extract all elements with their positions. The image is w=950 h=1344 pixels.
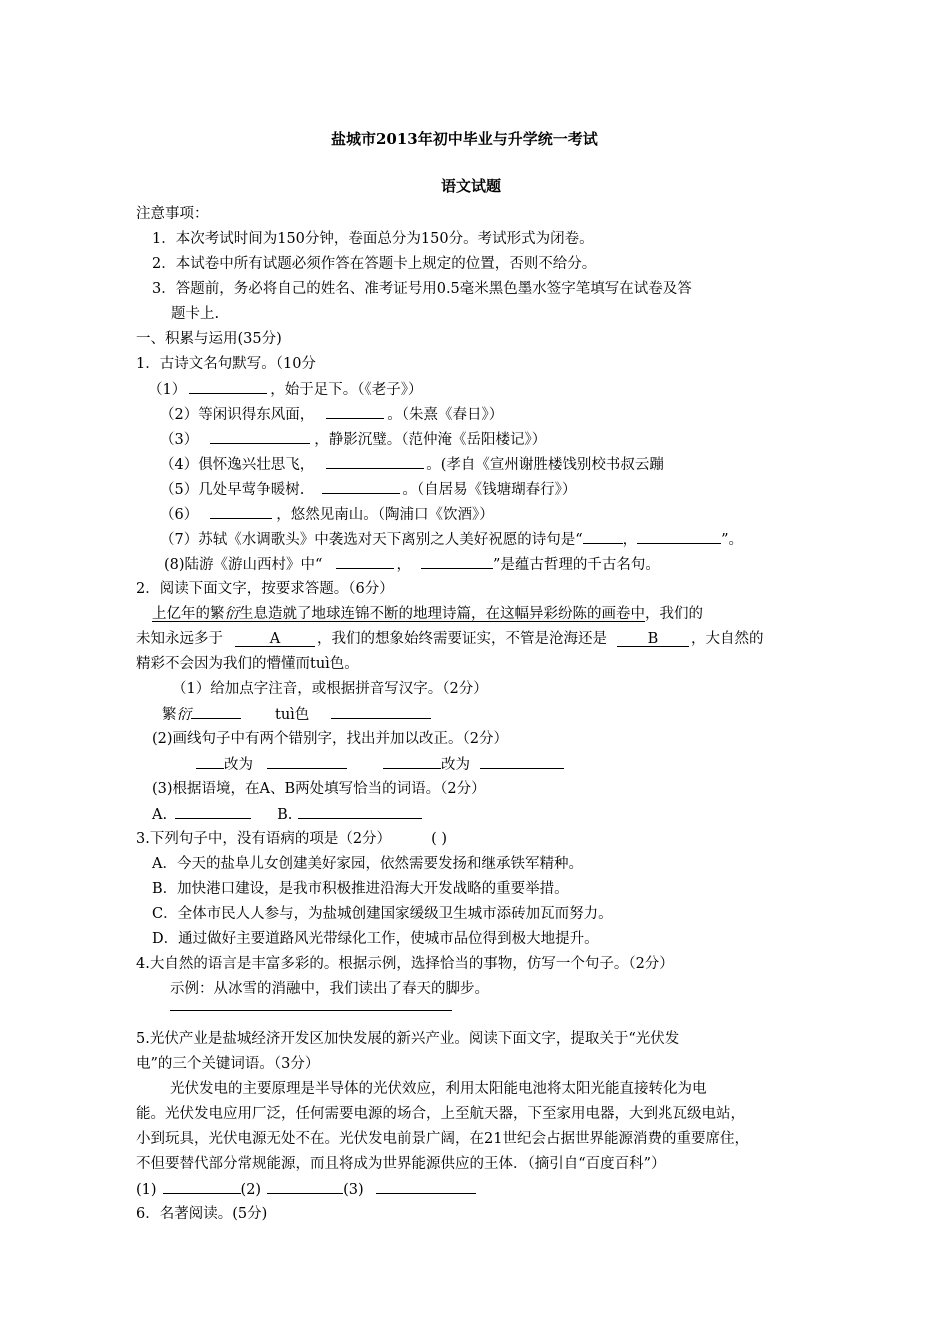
q1-text: （2）等闲识得东风面， xyxy=(160,407,315,423)
dotted-char: 衍 xyxy=(224,606,239,622)
q1-text: ， xyxy=(622,532,638,548)
answer-label: 改为 xyxy=(224,757,253,773)
q1-text: （4）俱怀逸兴壮思飞， xyxy=(160,457,315,473)
q1-text: （5）几处早莺争暖树. xyxy=(160,482,305,498)
answer-blank[interactable] xyxy=(175,804,251,819)
q1-line xyxy=(160,429,546,450)
q5-passage: 光伏发电的主要原理是半导体的光伏效应，利用太阳能电池将太阳光能直接转化为电 xyxy=(170,1081,707,1097)
dotted-char: 衍 xyxy=(176,707,191,723)
notice-item: 3．答题前，务必将自己的姓名、准考证号用0.5毫米黑色墨水签字笔填写在试卷及答 xyxy=(152,281,692,297)
q1-text: 。（自居易《钱塘瑚春行》） xyxy=(402,482,577,498)
underlined-text: 上亿年的繁 xyxy=(152,606,225,622)
q1-text: ，始于足下。（《老子》） xyxy=(270,382,423,398)
section-heading: 一、积累与运用(35分) xyxy=(136,331,282,347)
q5-stem: 电”的三个关键词语。（3分） xyxy=(136,1056,320,1072)
answer-blank[interactable] xyxy=(298,804,422,819)
answer-blank[interactable] xyxy=(322,479,400,494)
q4-example: 示例：从冰雪的消融中，我们读出了春天的脚步。 xyxy=(170,981,489,997)
answer-blank[interactable] xyxy=(210,504,272,519)
answer-blank[interactable] xyxy=(326,454,424,469)
underlined-text: 生息造就了地球连锦不断的地理诗篇，在这幅异彩纷陈的画卷中 xyxy=(239,606,645,622)
q1-line xyxy=(160,454,664,475)
q5-passage: 能。光伏发电应用厂泛，任何需要电源的场合，上至航天器，下至家用电器，大到兆瓦级电站， xyxy=(136,1106,745,1122)
answer-blank[interactable] xyxy=(637,529,721,544)
answer-blank[interactable] xyxy=(480,754,564,769)
answer-label: (3) xyxy=(343,1182,364,1198)
q1-text: ，静影沉璧。（范仲淹《岳阳楼记》） xyxy=(314,432,547,448)
q1-text: 。(孝自《宣州谢胜楼饯别校书叔云蹦 xyxy=(426,457,664,473)
q3-stem xyxy=(136,829,447,849)
q1-text: （6） xyxy=(160,507,199,523)
exam-subtitle: 语文试题 xyxy=(441,177,502,195)
passage-text: ，我们的想象始终需要证实，不管是沧海还是 xyxy=(317,631,607,647)
q2-passage xyxy=(136,629,764,649)
answer-blank[interactable] xyxy=(326,404,384,419)
answer-blank[interactable] xyxy=(331,704,431,719)
q2-answer-line xyxy=(152,804,422,825)
q1-line xyxy=(148,379,422,400)
notice-item: 1．本次考试时间为150分钟，卷面总分为150分。考试形式为闭卷。 xyxy=(152,231,594,247)
answer-paren[interactable]: ( ) xyxy=(431,831,447,847)
q1-text: ”是蕴古哲理的千古名句。 xyxy=(492,557,660,573)
answer-blank[interactable] xyxy=(191,704,241,719)
answer-label: B. xyxy=(277,807,293,823)
q1-line xyxy=(160,479,576,500)
answer-blank-b[interactable]: B xyxy=(617,632,689,647)
q2-passage xyxy=(152,604,703,624)
q5-stem: 5.光伏产业是盐城经济开发区加快发展的新兴产业。阅读下面文字，提取关于“光伏发 xyxy=(136,1031,680,1047)
q3-option-b: B．加快港口建设，是我市积极推进沿海大开发战略的重要举措。 xyxy=(152,881,569,897)
q1-text: （3） xyxy=(160,432,199,448)
q1-text: ， xyxy=(396,557,411,573)
q1-text: ，悠然见南山。（陶浦口《饮酒》） xyxy=(276,507,494,523)
q4-stem: 4.大自然的语言是丰富多彩的。根据示例，选择恰当的事物，仿写一个句子。（2分） xyxy=(136,956,674,972)
answer-label: 繁 xyxy=(162,707,177,723)
answer-label: tuì色 xyxy=(275,707,310,723)
q5-passage: 不但要替代部分常规能源，而且将成为世界能源供应的王体．（摘引自“百度百科”） xyxy=(136,1156,666,1172)
q2-stem: 2．阅读下面文字，按要求答题。（6分） xyxy=(136,581,394,597)
answer-label: 改为 xyxy=(441,757,470,773)
q1-stem: 1．古诗文名句默写。（10分 xyxy=(136,356,316,372)
q5-passage: 小到玩具，光伏电源无处不在。光伏发电前景广阔，在21世纪会占据世界能源消费的重要席住， xyxy=(136,1131,749,1147)
q2-subquestion: (3)根据语境，在A、B两处填写恰当的词语。（2分） xyxy=(152,781,486,797)
q1-line xyxy=(160,404,503,425)
answer-label: A. xyxy=(152,807,168,823)
q1-text: 。（朱熹《春日》） xyxy=(387,407,504,423)
q1-text: (8)陆游《游山西村》中“ xyxy=(164,557,323,573)
answer-blank[interactable] xyxy=(189,379,267,394)
answer-blank[interactable] xyxy=(163,1179,241,1194)
answer-blank[interactable] xyxy=(196,754,224,769)
passage-text: ，大自然的 xyxy=(691,631,764,647)
q3-option-a: A．今天的盐阜儿女创建美好家园，依然需要发扬和继承铁军精种。 xyxy=(152,856,583,872)
answer-line[interactable] xyxy=(170,1010,452,1011)
q2-answer-line xyxy=(196,754,564,775)
answer-blank[interactable] xyxy=(376,1179,476,1194)
q2-answer-line xyxy=(162,704,431,725)
answer-blank[interactable] xyxy=(210,429,310,444)
q1-line xyxy=(160,529,743,550)
q1-line xyxy=(160,504,494,525)
q5-answer-line xyxy=(136,1179,476,1200)
q1-text: ”。 xyxy=(721,532,744,548)
q1-line xyxy=(164,554,660,575)
q3-option-c: C．全体市民人人参与，为盐城创建国家缓级卫生城市添砖加瓦而努力。 xyxy=(152,906,613,922)
answer-blank[interactable] xyxy=(421,554,493,569)
passage-text: 未知永远多于 xyxy=(136,631,223,647)
q6-stem: 6．名著阅读。(5分) xyxy=(136,1206,268,1222)
notice-item: 2．本试卷中所有试题必须作答在答题卡上规定的位置，否则不给分。 xyxy=(152,256,597,272)
q3-option-d: D．通过做好主要道路风光带绿化工作，使城市品位得到极大地提升。 xyxy=(152,931,599,947)
q1-text: （7）苏轼《水调歌头》中袭选对天下离别之人美好祝愿的诗句是“ xyxy=(160,532,583,548)
answer-blank[interactable] xyxy=(336,554,394,569)
notice-item: 题卡上. xyxy=(171,306,220,322)
q3-text: 3.下列句子中，没有语病的项是（2分） xyxy=(136,831,392,847)
notice-heading: 注意事项： xyxy=(136,206,209,222)
answer-blank[interactable] xyxy=(383,754,441,769)
passage-text: ，我们的 xyxy=(645,606,703,622)
answer-label: (2) xyxy=(240,1182,262,1198)
q2-passage: 精彩不会因为我们的懵懂而tuì色。 xyxy=(136,656,359,672)
q2-subquestion: （1）给加点字注音，或根据拼音写汉字。（2分） xyxy=(172,681,488,697)
answer-blank[interactable] xyxy=(267,754,347,769)
answer-blank[interactable] xyxy=(583,529,623,544)
answer-blank[interactable] xyxy=(267,1179,343,1194)
exam-title: 盐城市2013年初中毕业与升学统一考试 xyxy=(331,130,598,148)
answer-blank-a[interactable]: A xyxy=(235,632,315,647)
answer-label: (1) xyxy=(136,1182,157,1198)
q2-subquestion: (2)画线句子中有两个错别字，找出并加以改正。（2分） xyxy=(152,731,509,747)
q1-text: （1） xyxy=(148,382,187,398)
